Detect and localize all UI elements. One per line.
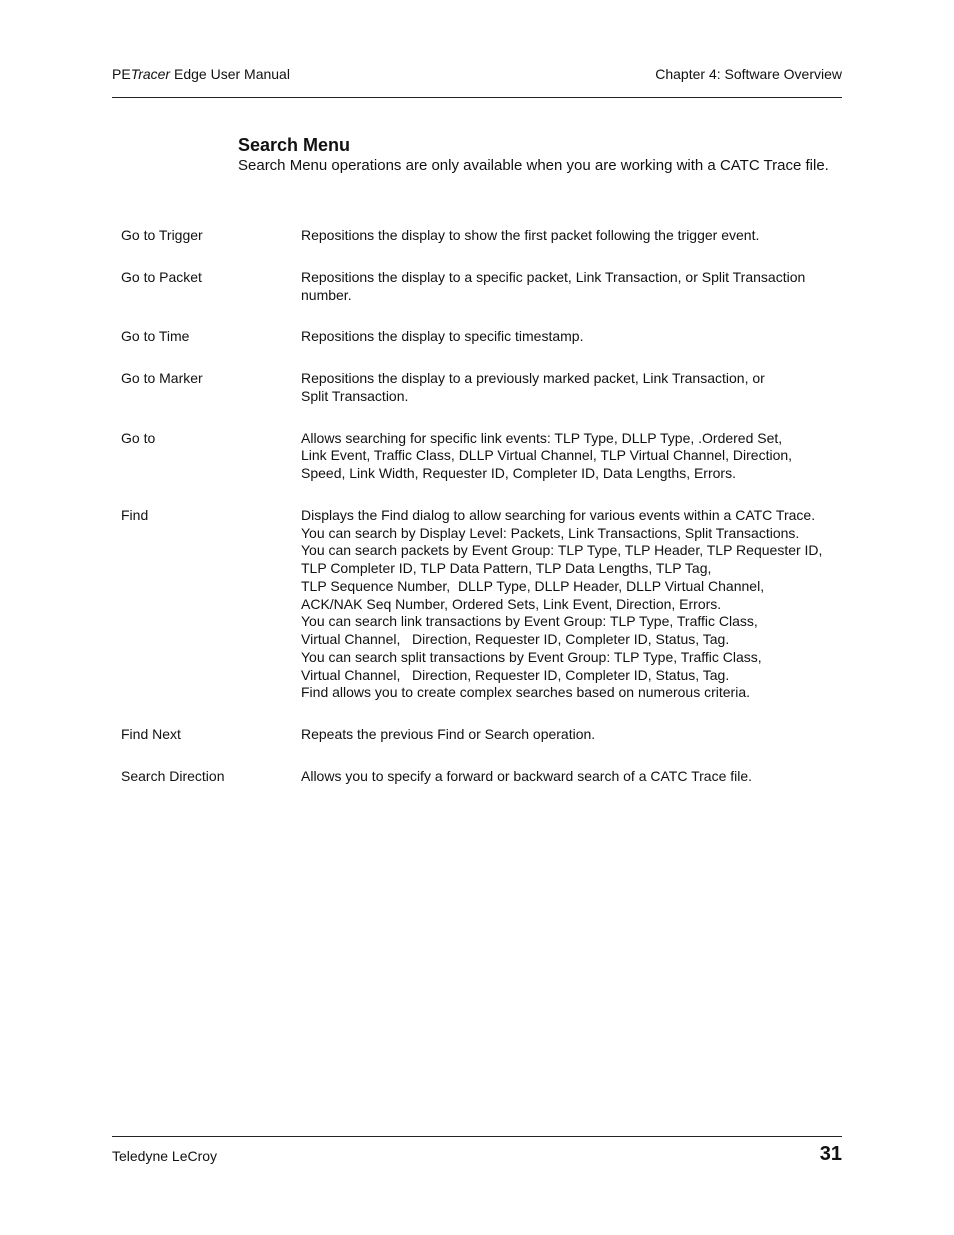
description-line: Repositions the display to a specific packet, Link Transaction, or Split Transaction bbox=[301, 268, 806, 285]
description-line: Link Event, Traffic Class, DLLP Virtual Channel, TLP Virtual Channel, Direction, bbox=[301, 447, 793, 464]
definition-row bbox=[121, 227, 841, 245]
header-divider bbox=[112, 97, 842, 98]
page-number: 31 bbox=[819, 1143, 842, 1165]
footer-company: Teledyne LeCroy bbox=[112, 1148, 218, 1164]
menu-item-term: Go to Trigger bbox=[121, 227, 203, 243]
description-line: You can search link transactions by Event Group: TLP Type, Traffic Class, bbox=[301, 613, 758, 630]
description-line: You can search split transactions by Event Group: TLP Type, Traffic Class, bbox=[301, 648, 762, 665]
menu-item-description bbox=[301, 328, 841, 346]
product-suffix: Edge User Manual bbox=[170, 66, 290, 82]
description-line: Find allows you to create complex searches based on numerous criteria. bbox=[301, 684, 750, 701]
description-line: You can search packets by Event Group: TLP Type, TLP Header, TLP Requester ID, bbox=[301, 542, 823, 559]
description-line: Repositions the display to specific timestamp. bbox=[301, 328, 584, 345]
menu-item-description bbox=[301, 227, 841, 245]
section-title: Search Menu bbox=[238, 135, 351, 155]
description-line: Repositions the display to show the first packet following the trigger event. bbox=[301, 227, 760, 243]
menu-item-description bbox=[301, 370, 841, 406]
description-line: number. bbox=[301, 286, 352, 303]
footer-divider bbox=[112, 1136, 842, 1137]
definition-row bbox=[121, 507, 841, 702]
running-header-chapter: Chapter 4: Software Overview bbox=[655, 66, 842, 82]
menu-item-term: Go to Marker bbox=[121, 370, 203, 386]
definition-row bbox=[121, 726, 841, 744]
description-line: Repeats the previous Find or Search operation. bbox=[301, 726, 596, 742]
menu-item-term: Go to bbox=[121, 429, 156, 446]
description-line: Allows searching for specific link events: TLP Type, DLLP Type, .Ordered Set, bbox=[301, 429, 783, 446]
menu-item-description bbox=[301, 726, 841, 744]
menu-item-description bbox=[301, 430, 841, 483]
product-prefix: PE bbox=[112, 66, 131, 82]
menu-item-term: Go to Time bbox=[121, 328, 190, 345]
description-line: You can search by Display Level: Packets, Link Transactions, Split Transactions. bbox=[301, 524, 800, 541]
menu-item-description bbox=[301, 768, 841, 786]
menu-item-term: Find Next bbox=[121, 726, 181, 742]
description-line: TLP Sequence Number, DLLP Type, DLLP Header, DLLP Virtual Channel, bbox=[301, 577, 765, 594]
description-line: Split Transaction. bbox=[301, 387, 409, 404]
section-intro: Search Menu operations are only available when you are working with a CATC Trace file. bbox=[238, 157, 829, 174]
description-line: ACK/NAK Seq Number, Ordered Sets, Link Event, Direction, Errors. bbox=[301, 595, 722, 612]
description-line: Repositions the display to a previously marked packet, Link Transaction, or bbox=[301, 370, 765, 386]
definition-row bbox=[121, 328, 841, 346]
description-line: Virtual Channel, Direction, Requester ID, Completer ID, Status, Tag. bbox=[301, 631, 730, 647]
menu-item-term: Go to Packet bbox=[121, 268, 202, 285]
definition-row bbox=[121, 269, 841, 305]
description-line: TLP Completer ID, TLP Data Pattern, TLP Data Lengths, TLP Tag, bbox=[301, 560, 712, 576]
definition-row bbox=[121, 370, 841, 406]
menu-item-term: Search Direction bbox=[121, 767, 225, 784]
description-line: Virtual Channel, Direction, Requester ID, Completer ID, Status, Tag. bbox=[301, 666, 730, 683]
product-italic: Tracer bbox=[130, 66, 171, 82]
menu-item-description bbox=[301, 507, 841, 702]
description-line: Speed, Link Width, Requester ID, Completer ID, Data Lengths, Errors. bbox=[301, 465, 736, 481]
running-header-title bbox=[112, 66, 290, 82]
menu-item-description bbox=[301, 269, 841, 305]
definition-row bbox=[121, 430, 841, 483]
description-line: Allows you to specify a forward or backward search of a CATC Trace file. bbox=[301, 767, 753, 784]
menu-definitions-list bbox=[121, 227, 841, 810]
description-line: Displays the Find dialog to allow searching for various events within a CATC Trace. bbox=[301, 506, 816, 523]
definition-row bbox=[121, 768, 841, 786]
menu-item-term: Find bbox=[121, 506, 149, 523]
